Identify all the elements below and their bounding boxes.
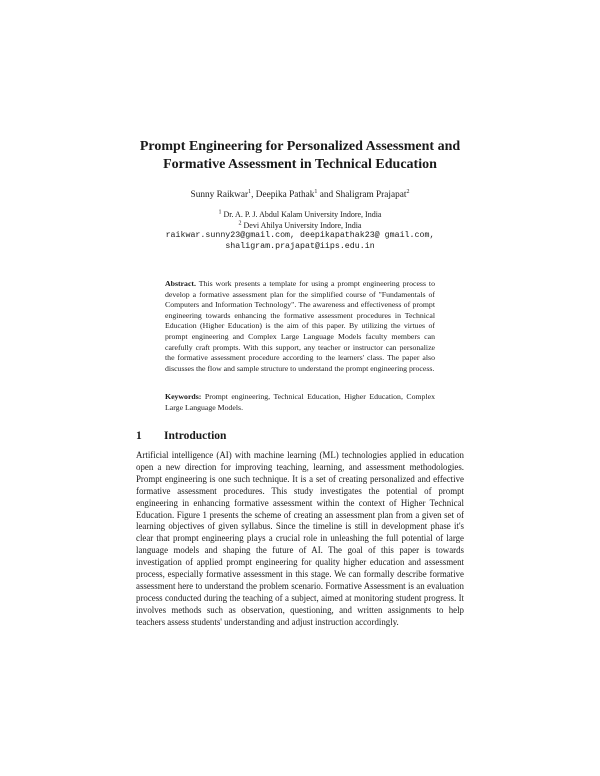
affiliation-mark: 1 (248, 188, 252, 195)
author-list (60, 189, 540, 201)
section-number: 1 (136, 430, 142, 442)
affiliation-text: Dr. A. P. J. Abdul Kalam University Indore, India (223, 210, 382, 219)
title-line-1: Prompt Engineering for Personalized Assessment and (139, 139, 461, 154)
author-name: Shaligram Prajapat (335, 190, 407, 200)
affiliations (60, 210, 540, 252)
email-line-2[interactable]: shaligram.prajapat@iips.edu.in (225, 241, 375, 251)
abstract-text: This work presents a template for using a prompt engineering process to develop a formative assessment plan for the simplified course of "Fundamentals of Computers and Information Technology". The awareness and effectiveness of prompt engineering towards enhancing the formative assessment procedures in Technical Education (Higher Education) is the aim of this paper. By utilizing the virtues of prompt engineering and Complex Large Language Models faculty members can carefully craft prompts. With this support, any teacher or instructor can personalize the formative assessment procedure according to the learners' class. The paper also discusses the flow and sample structure to understand the prompt engineering process. (165, 279, 435, 373)
keywords-text: Prompt engineering, Technical Education, Higher Education, Complex Large Language Models. (165, 392, 435, 412)
affiliation-mark: 2 (406, 188, 410, 195)
author-name: Deepika Pathak (255, 190, 315, 200)
section-body: Artificial intelligence (AI) with machine learning (ML) technologies applied in education open a new direction for improving teaching, learning, and assessment methodologies. Prompt engineering is one such technique. It is a set of creating personalized and effective formative assessment procedures. This study investigates the potential of prompt engineering in enhancing formative assessment within the context of Higher Technical Education. Figure 1 presents the scheme of creating an assessment plan from a given set of learning objectives of given syllabus. Since the timeline is still in development phase it's clear that prompt engineering plays a crucial role in unleashing the full potential of large language models and shaping the future of AI. The goal of this paper is towards investigation of applied prompt engineering for quality higher education and assessment process, especially formative assessment in this stage. We can formally describe formative assessment here to understand the problem scenario. Formative Assessment is an evaluation process conducted during the teaching of a subject, aimed at monitoring student progress. It involves methods such as observation, questioning, and written assignments to help teachers assess students' understanding and adjust instruction accordingly. (136, 450, 464, 627)
section-title: Introduction (164, 430, 227, 442)
author-separator: and (317, 190, 336, 200)
section-heading (136, 430, 226, 442)
affiliation-text: Devi Ahilya University Indore, India (243, 220, 362, 230)
affiliation-mark: 2 (238, 219, 242, 226)
author-separator: , (251, 190, 256, 200)
affiliation-mark: 1 (218, 209, 222, 216)
abstract-label: Abstract. (165, 279, 196, 288)
keywords-label: Keywords: (165, 392, 202, 401)
author-name: Sunny Raikwar (190, 190, 249, 200)
affiliation-2 (60, 221, 540, 232)
title-line-2: Formative Assessment in Technical Education (163, 157, 437, 172)
email-line-1[interactable]: raikwar.sunny23@gmail.com, deepikapathak23@ gmail.com, (165, 231, 435, 240)
keywords (165, 392, 435, 413)
affiliation-mark: 1 (314, 188, 318, 195)
abstract (165, 279, 435, 374)
affiliation-1 (60, 210, 540, 221)
paper-title (100, 138, 500, 174)
